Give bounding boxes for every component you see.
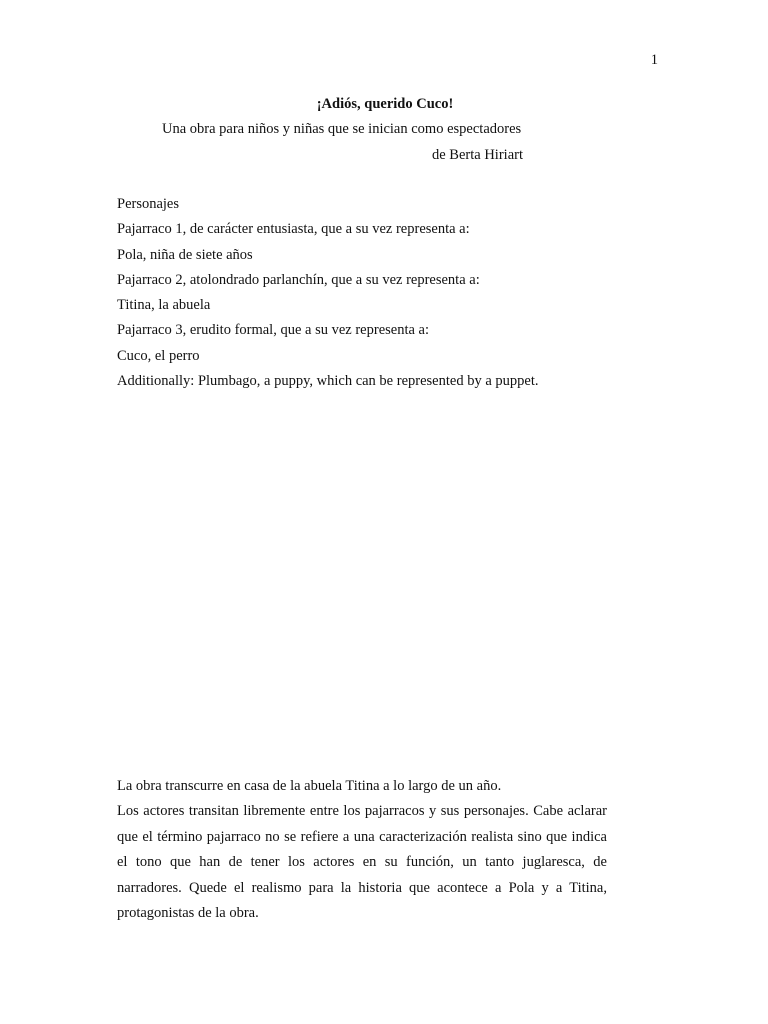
character-line: Pajarraco 2, atolondrado parlanchín, que a su vez representa a: <box>117 271 480 288</box>
setting-paragraph: Los actores transitan libremente entre los pajarracos y sus personajes. Cabe aclarar que el término pajarraco no se refiere a una caracterización realista sino que indica el tono que han de tener los actores en su función, un tanto juglaresca, de narradores. Quede el realismo para la historia que acontece a Pola y a Titina, protagonistas de la obra. <box>117 803 607 922</box>
title-block <box>0 94 768 168</box>
setting-first-line: La obra transcurre en casa de la abuela Titina a lo largo de un año. <box>117 778 502 794</box>
characters-section <box>117 192 607 394</box>
setting-section <box>117 774 607 927</box>
play-author: de Berta Hiriart <box>432 147 523 163</box>
character-line: Pajarraco 3, erudito formal, que a su vez representa a: <box>117 322 430 339</box>
character-line: Pajarraco 1, de carácter entusiasta, que a su vez representa a: <box>117 221 470 238</box>
character-line: Cuco, el perro <box>117 347 200 364</box>
play-title: ¡Adiós, querido Cuco! <box>316 96 454 112</box>
page-number: 1 <box>650 52 658 68</box>
play-subtitle: Una obra para niños y niñas que se inician como espectadores <box>162 121 522 137</box>
characters-heading: Personajes <box>117 196 180 212</box>
character-line: Additionally: Plumbago, a puppy, which can be represented by a puppet. <box>117 373 539 390</box>
character-line: Titina, la abuela <box>117 297 211 314</box>
character-line: Pola, niña de siete años <box>117 246 253 263</box>
